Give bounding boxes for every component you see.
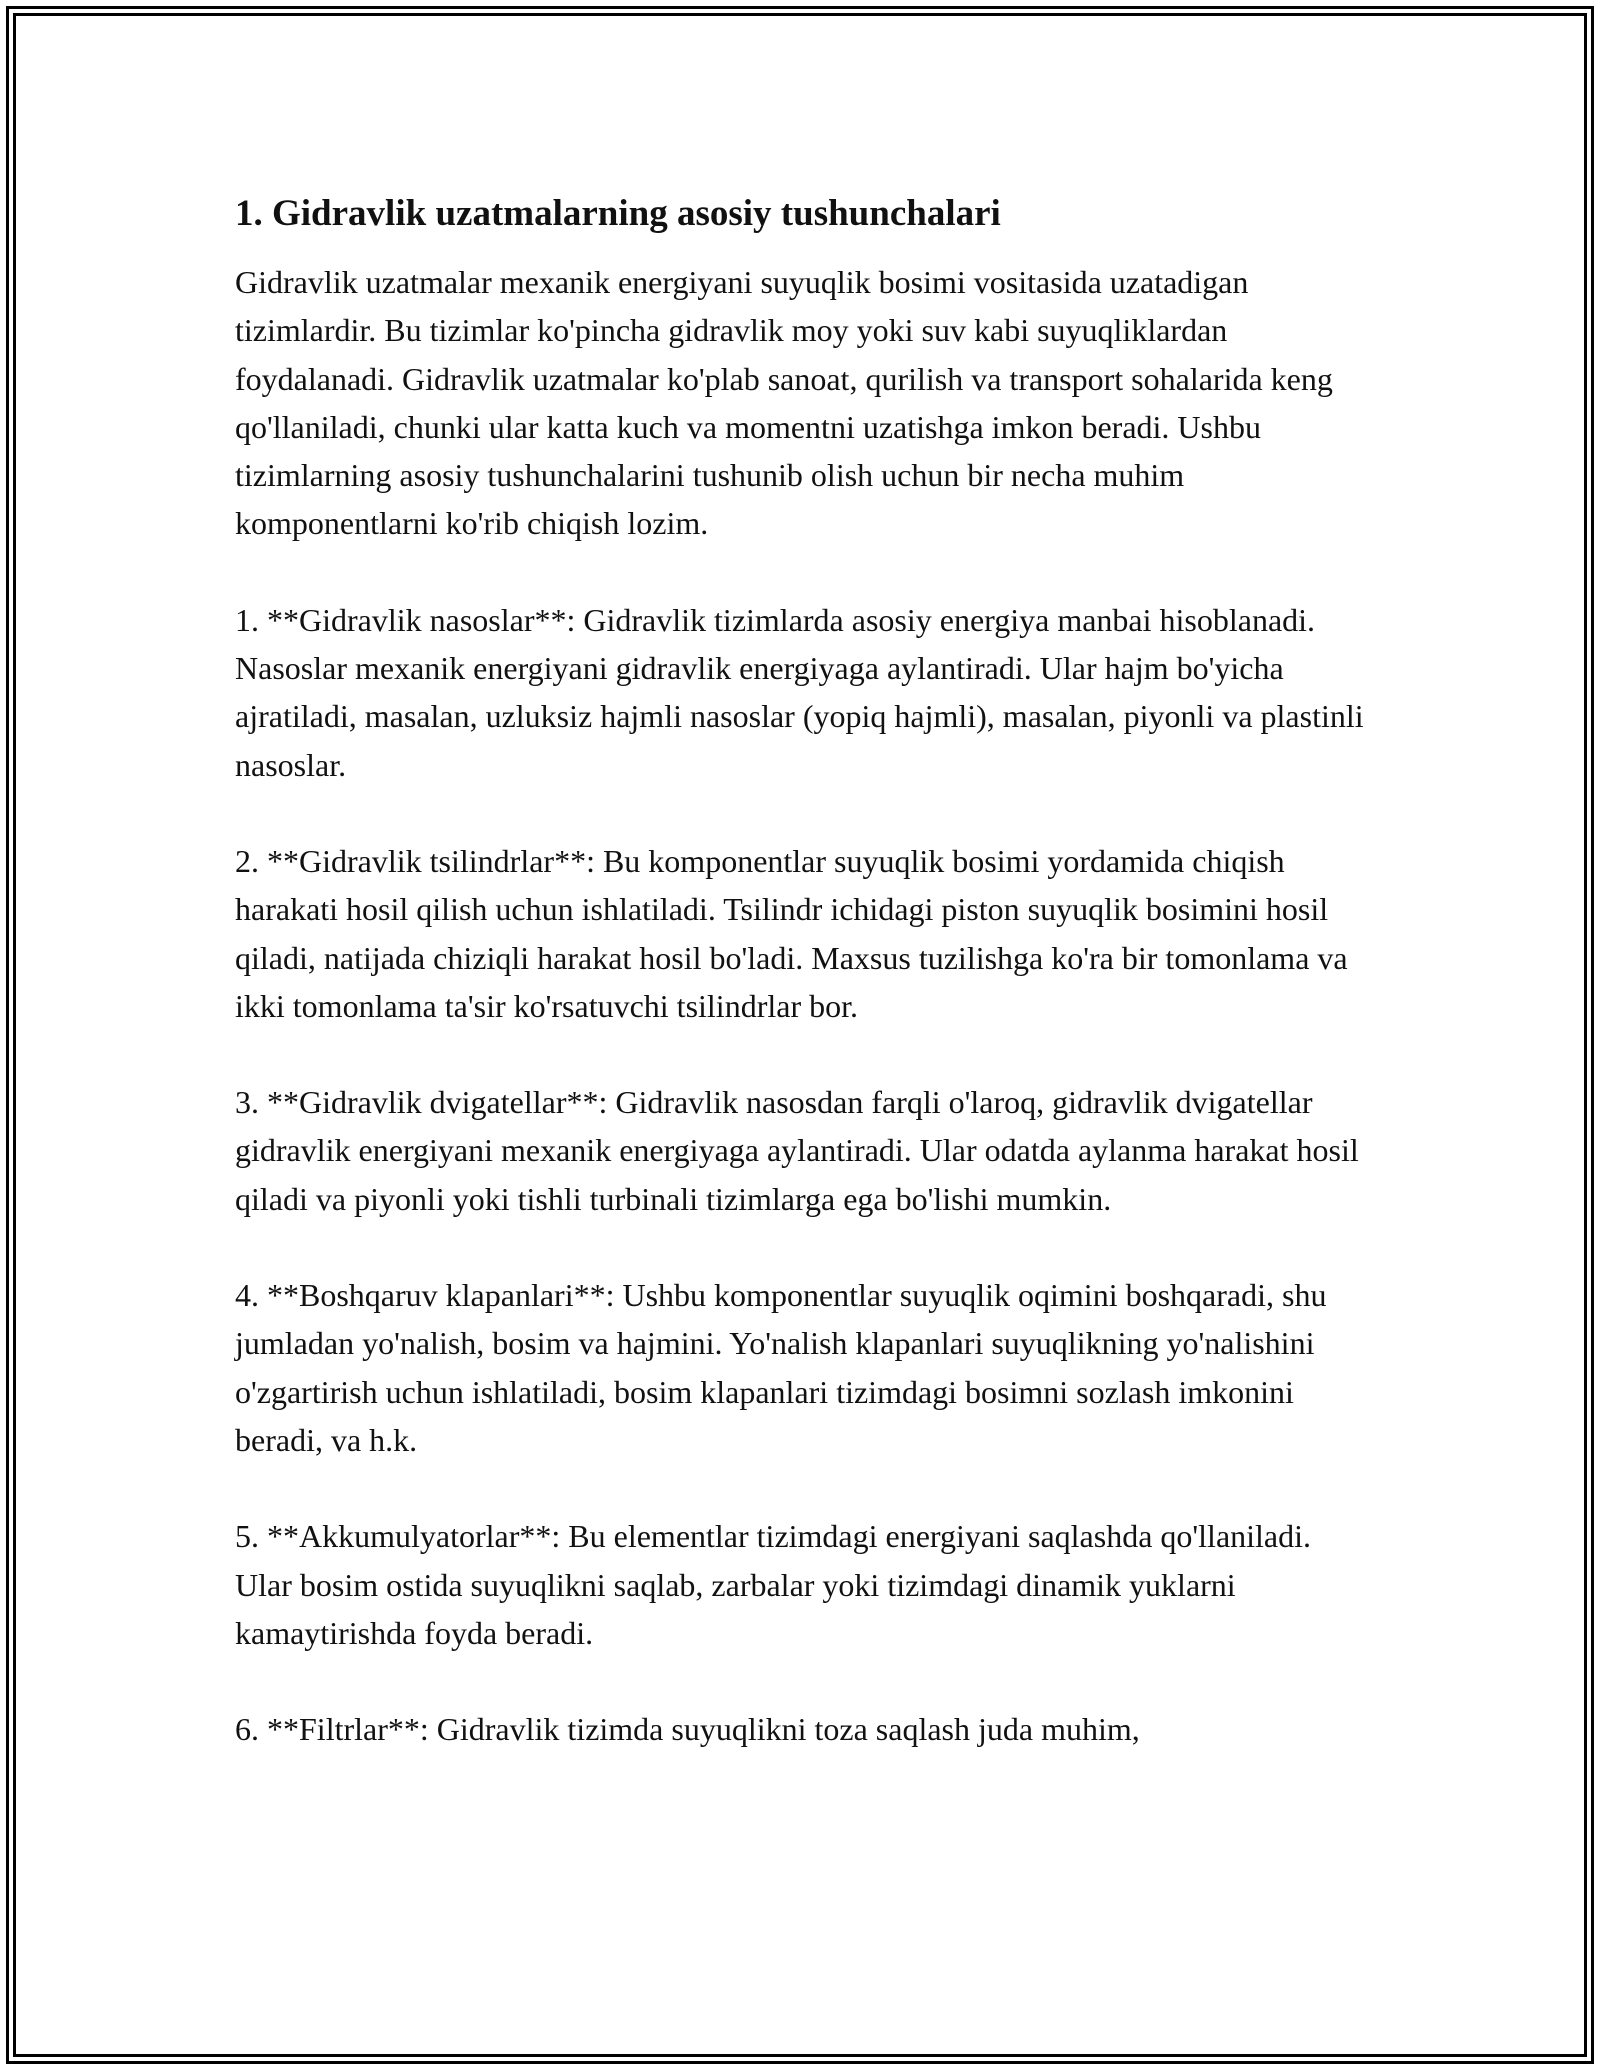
item-accumulators: 5. **Akkumulyatorlar**: Bu elementlar tizimdagi energiyani saqlashda qo'llaniladi. Ular bosim ostida suyuqlikni saqlab, zarbalar yoki tizimdagi dinamik yuklarni kamaytirishda foyda beradi. — [235, 1518, 1312, 1651]
document-title: 1. Gidravlik uzatmalarning asosiy tushunchalari — [235, 193, 1001, 234]
item-hydraulic-cylinders: 2. **Gidravlik tsilindrlar**: Bu komponentlar suyuqlik bosimi yordamida chiqish harakati hosil qilish uchun ishlatiladi. Tsilindr ichidagi piston suyuqlik bosimini hosil qiladi, natijada chiziqli harakat hosil bo'ladi. Maxsus tuzilishga ko'ra bir tomonlama va ikki tomonlama ta'sir ko'rsatuvchi tsilindrlar bor. — [235, 842, 1348, 1024]
item-hydraulic-pumps: 1. **Gidravlik nasoslar**: Gidravlik tizimlarda asosiy energiya manbai hisoblanadi. Nasoslar mexanik energiyani gidravlik energiyaga aylantiradi. Ular hajm bo'yicha ajratiladi, masalan, uzluksiz hajmli nasoslar (yopiq hajmli), masalan, piyonli va plastinli nasoslar. — [235, 601, 1364, 783]
item-hydraulic-motors: 3. **Gidravlik dvigatellar**: Gidravlik nasosdan farqli o'laroq, gidravlik dvigatellar gidravlik energiyani mexanik energiyaga aylantiradi. Ular odatda aylanma harakat hosil qiladi va piyonli yoki tishli turbinali tizimlarga ega bo'lishi mumkin. — [235, 1084, 1359, 1217]
document-body — [235, 186, 1375, 1801]
intro-paragraph: Gidravlik uzatmalar mexanik energiyani suyuqlik bosimi vositasida uzatadigan tizimlardir. Bu tizimlar ko'pincha gidravlik moy yoki suv kabi suyuqliklardan foydalanadi. Gidravlik uzatmalar ko'plab sanoat, qurilish va transport sohalarida keng qo'llaniladi, chunki ular katta kuch va momentni uzatishga imkon beradi. Ushbu tizimlarning asosiy tushunchalarini tushunib olish uchun bir necha muhim komponentlarni ko'rib chiqish lozim. — [235, 264, 1333, 542]
item-filters: 6. **Filtrlar**: Gidravlik tizimda suyuqlikni toza saqlash juda muhim, — [235, 1711, 1140, 1748]
item-control-valves: 4. **Boshqaruv klapanlari**: Ushbu komponentlar suyuqlik oqimini boshqaradi, shu jumladan yo'nalish, bosim va hajmini. Yo'nalish klapanlari suyuqlikning yo'nalishini o'zgartirish uchun ishlatiladi, bosim klapanlari tizimdagi bosimni sozlash imkonini beradi, va h.k. — [235, 1277, 1327, 1458]
